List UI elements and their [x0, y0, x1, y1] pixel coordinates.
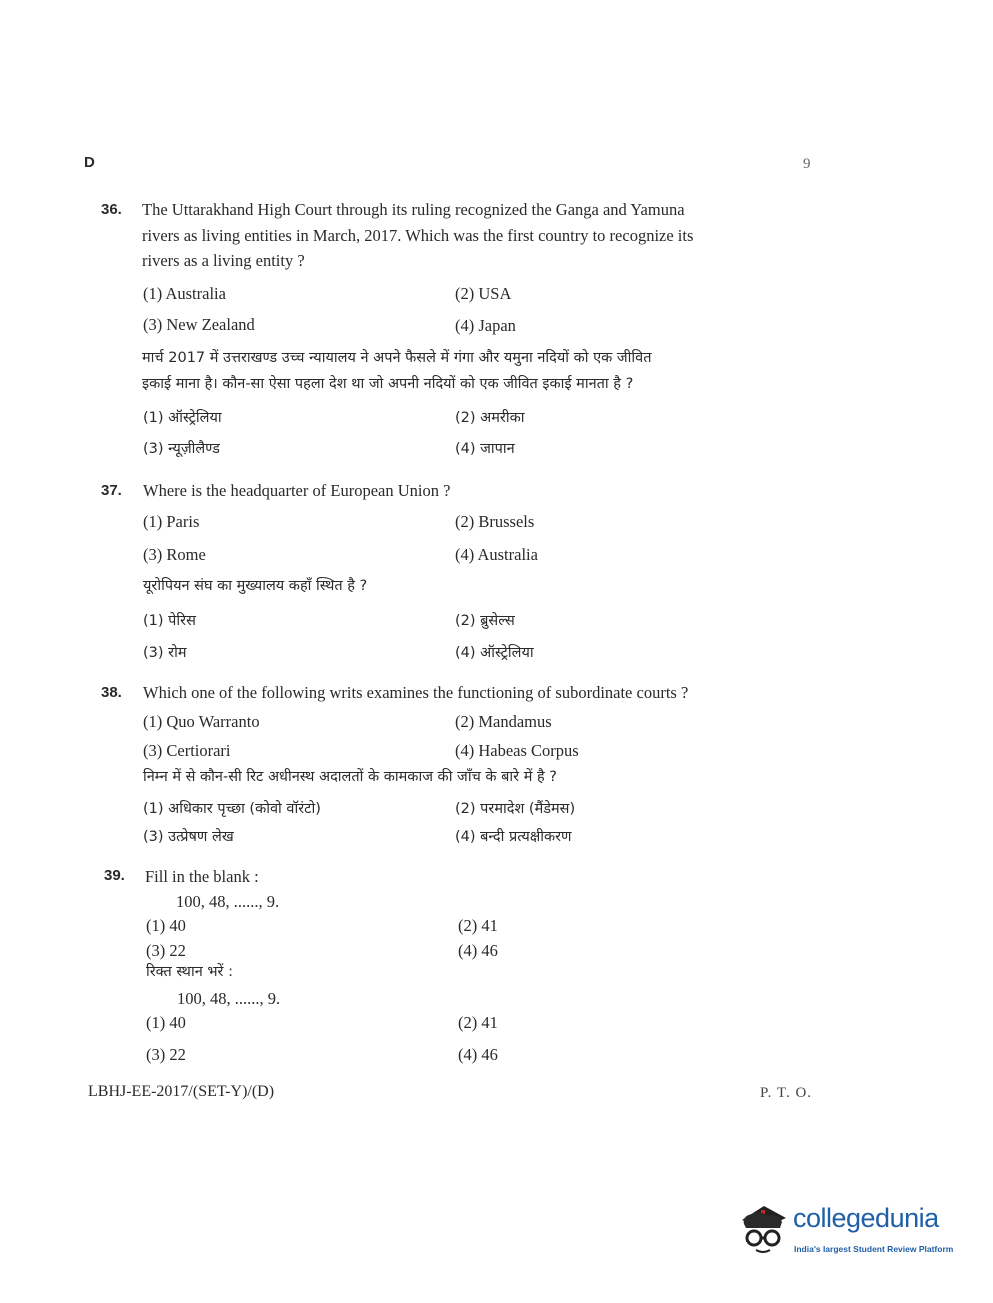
option: (3) रोम	[143, 645, 187, 661]
question-number: 39.	[104, 867, 125, 884]
option: (1) 40	[146, 916, 186, 935]
option: (4) बन्दी प्रत्यक्षीकरण	[455, 829, 572, 845]
option: (2) 41	[458, 1013, 498, 1032]
question-line: इकाई माना है। कौन-सा ऐसा पहला देश था जो अपनी नदियों को एक जीवित इकाई मानता है ?	[142, 375, 634, 392]
question-text	[142, 197, 693, 274]
option: (3) New Zealand	[143, 315, 255, 334]
option: (1) पेरिस	[143, 613, 196, 629]
option: (1) अधिकार पृच्छा (कोवो वॉरंटो)	[143, 801, 321, 817]
option: (4) Japan	[455, 316, 516, 335]
question-line: rivers as living entities in March, 2017. Which was the first country to recognize its	[142, 225, 694, 245]
paper-code: LBHJ-EE-2017/(SET-Y)/(D)	[88, 1083, 275, 1100]
watermark-tagline: India's largest Student Review Platform	[794, 1244, 954, 1254]
question-text: Where is the headquarter of European Union ?	[143, 481, 451, 500]
mascot-icon	[734, 1198, 794, 1258]
option: (2) 41	[458, 916, 498, 935]
pto-label: P. T. O.	[760, 1085, 813, 1101]
number-sequence: 100, 48, ......, 9.	[176, 892, 280, 911]
number-sequence: 100, 48, ......, 9.	[177, 989, 281, 1008]
question-text-hindi	[142, 346, 652, 397]
option: (1) Quo Warranto	[143, 712, 260, 731]
question-text-hindi: निम्न में से कौन-सी रिट अधीनस्थ अदालतों के कामकाज की जाँच के बारे में है ?	[143, 769, 557, 785]
option: (1) Paris	[143, 512, 200, 531]
option: (4) ऑस्ट्रेलिया	[455, 645, 534, 661]
option: (3) 22	[146, 941, 186, 960]
question-line: The Uttarakhand High Court through its ruling recognized the Ganga and Yamuna	[142, 200, 685, 219]
question-number: 37.	[101, 482, 122, 499]
option: (2) ब्रुसेल्स	[455, 613, 515, 629]
option: (4) Australia	[455, 545, 538, 564]
option: (1) 40	[146, 1013, 186, 1032]
question-number: 38.	[101, 684, 122, 701]
option: (2) USA	[455, 284, 512, 303]
question-text: Fill in the blank :	[145, 867, 259, 886]
option: (3) Rome	[143, 545, 206, 564]
option: (4) Habeas Corpus	[455, 741, 579, 760]
watermark-brand: collegedunia	[793, 1203, 939, 1233]
option: (2) अमरीका	[455, 410, 525, 426]
question-text-hindi: रिक्त स्थान भरें :	[146, 964, 233, 980]
question-text: Which one of the following writs examines the functioning of subordinate courts ?	[143, 683, 689, 702]
question-line: rivers as a living entity ?	[142, 251, 305, 270]
option: (1) Australia	[143, 284, 226, 303]
question-line: मार्च 2017 में उत्तराखण्ड उच्च न्यायालय ने अपने फैसले में गंगा और यमुना नदियों को एक जीवित	[142, 350, 652, 366]
option: (4) 46	[458, 1045, 498, 1064]
option: (1) ऑस्ट्रेलिया	[143, 410, 222, 426]
option: (4) 46	[458, 941, 498, 960]
option: (3) Certiorari	[143, 741, 231, 760]
option: (4) जापान	[455, 441, 515, 457]
option: (2) Mandamus	[455, 712, 552, 731]
set-label: D	[84, 154, 95, 171]
page-number: 9	[803, 156, 811, 172]
option: (3) न्यूज़ीलैण्ड	[143, 441, 220, 457]
question-number: 36.	[101, 201, 122, 218]
option: (3) उत्प्रेषण लेख	[143, 829, 234, 845]
option: (2) परमादेश (मैंडेमस)	[455, 801, 576, 817]
option: (3) 22	[146, 1045, 186, 1064]
option: (2) Brussels	[455, 512, 535, 531]
question-text-hindi: यूरोपियन संघ का मुख्यालय कहाँ स्थित है ?	[143, 578, 368, 594]
